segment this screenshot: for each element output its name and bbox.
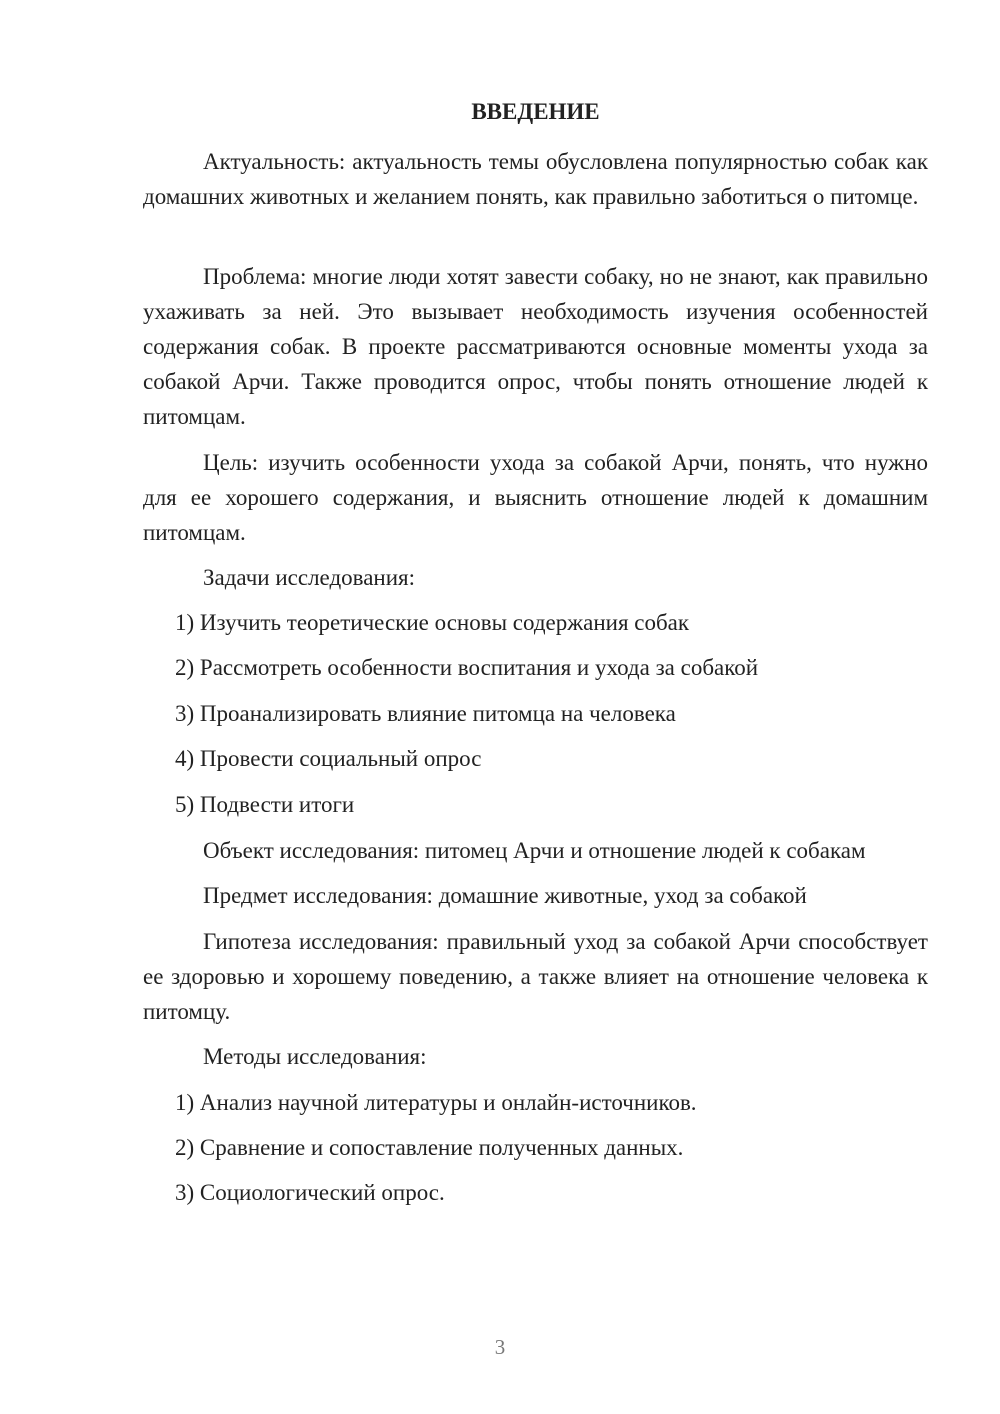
problem-paragraph: Проблема: многие люди хотят завести собаку, но не знают, как правильно ухаживать за ней. Это вызывает необходимость изучения особенностей содержания собак. В проекте рассматриваются основные моменты ухода за собакой Арчи. Также проводится опрос, чтобы понять отношение людей к питомцам. (143, 264, 928, 429)
methods-heading: Методы исследования: (203, 1044, 427, 1069)
subject-line: Предмет исследования: домашние животные, уход за собакой (203, 883, 807, 908)
relevance-paragraph: Актуальность: актуальность темы обусловлена популярностью собак как домашних животных и желанием понять, как правильно заботиться о питомце. (143, 149, 928, 209)
task-item: 3) Проанализировать влияние питомца на человека (175, 701, 676, 726)
object-line: Объект исследования: питомец Арчи и отношение людей к собакам (203, 838, 866, 863)
task-item: 4) Провести социальный опрос (175, 746, 482, 771)
hypothesis-paragraph: Гипотеза исследования: правильный уход за собакой Арчи способствует ее здоровью и хорошему поведению, а также влияет на отношение человека к питомцу. (143, 929, 928, 1024)
page-title: ВВЕДЕНИЕ (471, 99, 600, 124)
task-item: 1) Изучить теоретические основы содержания собак (175, 610, 690, 635)
task-item: 5) Подвести итоги (175, 792, 355, 817)
method-item: 2) Сравнение и сопоставление полученных данных. (175, 1135, 684, 1160)
page-number: 3 (494, 1335, 506, 1359)
method-item: 1) Анализ научной литературы и онлайн-источников. (175, 1090, 697, 1115)
tasks-heading: Задачи исследования: (203, 565, 416, 590)
goal-paragraph: Цель: изучить особенности ухода за собакой Арчи, понять, что нужно для ее хорошего содержания, и выяснить отношение людей к домашним питомцам. (143, 450, 928, 545)
method-item: 3) Социологический опрос. (175, 1180, 445, 1205)
task-item: 2) Рассмотреть особенности воспитания и ухода за собакой (175, 655, 759, 680)
